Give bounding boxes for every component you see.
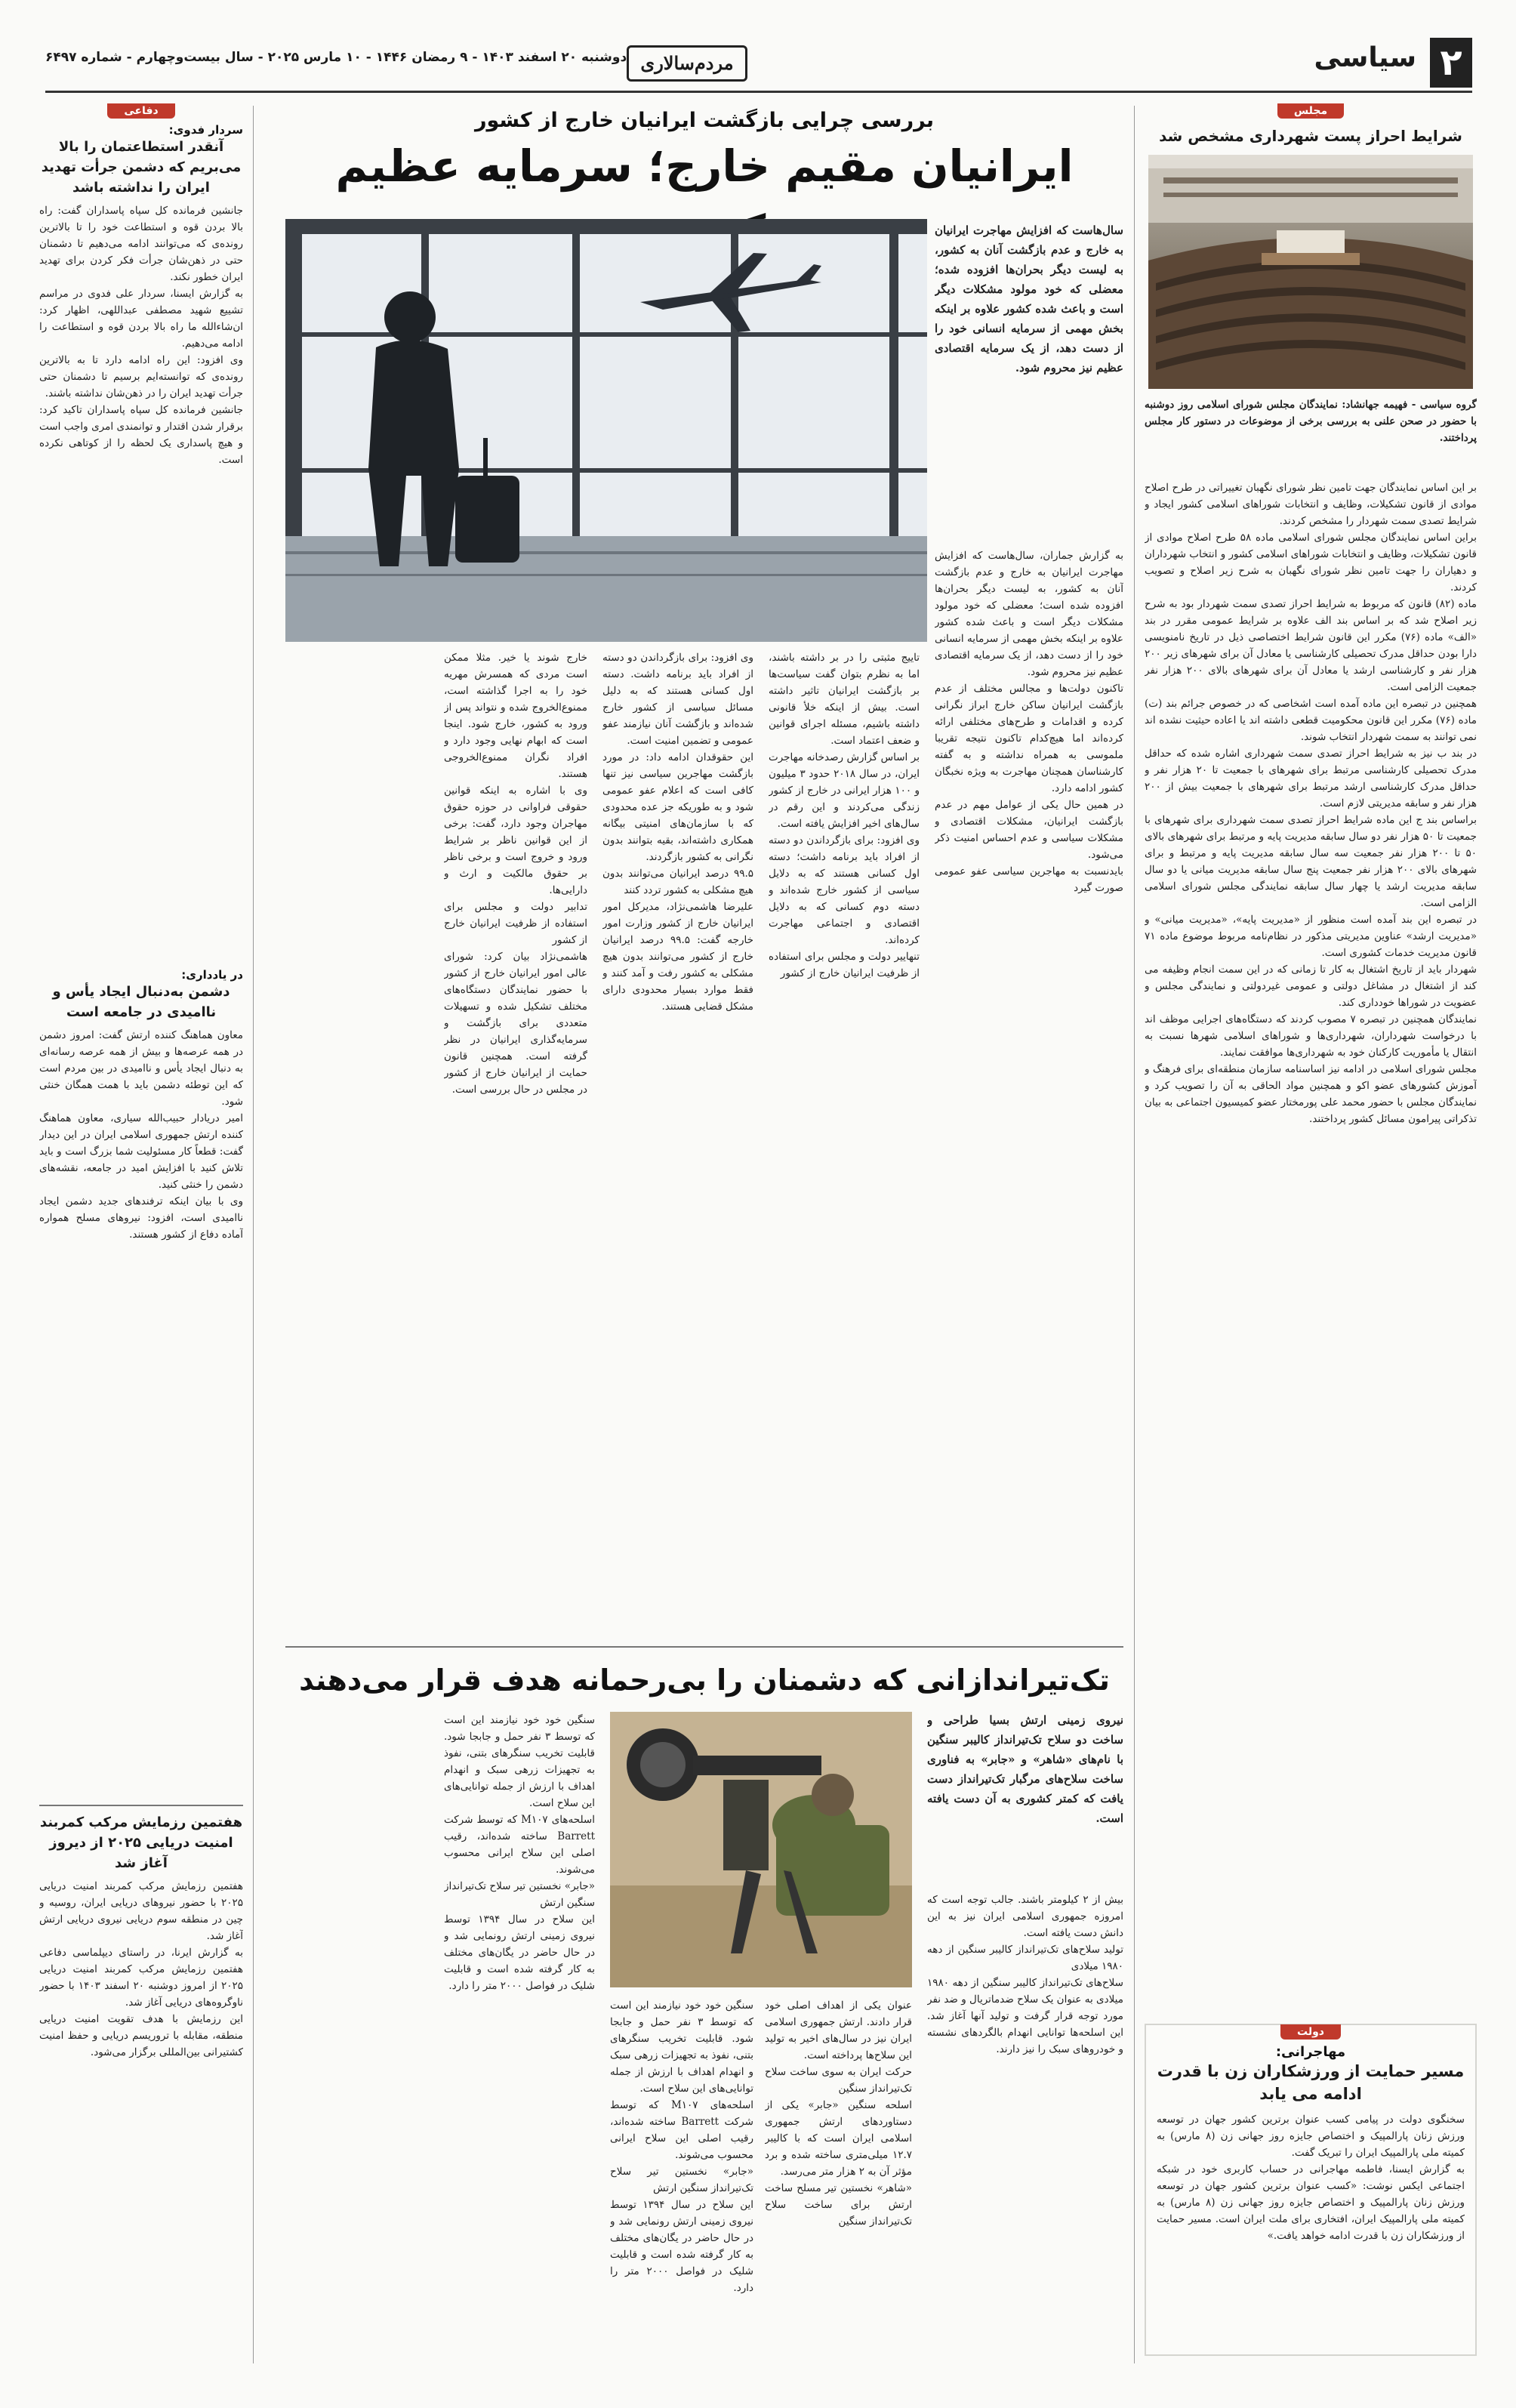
sniper-col2: عنوان یکی از اهداف اصلی خود قرار دادند. ارتش جمهوری اسلامی ایران نیز در سال‌های اخیر به تولید این سلاح‌ها پرداخته است. حرکت ایران به سوی ساخت سلاح تک‌تیرانداز سنگین اسلحه سنگین «جابر» یکی از دستاوردهای ارتش جمهوری اسلامی ایران است که با کالیبر ۱۲.۷ میلی‌متری ساخته شده و برد مؤثر آن به ۲ هزار متر می‌رسد. «شاهر» نخستین تیر مسلح ساخت ارتش برای ساخت سلاح تک‌تیرانداز سنگین [765,1999,912,2228]
divider-right [1134,106,1135,2363]
government-subtitle: مهاجرانی: [1275,2044,1346,2060]
sniper-lead: نیروی زمینی ارتش بسیا طراحی و ساخت دو سلاح تک‌تیرانداز کالیبر سنگین با نام‌های «شاهر» و «جابر» به فناوری ساخت سلاح‌های مرگبار تک‌تیرانداز دست یافت که کمتر کشوری به آن دست یافته است. [927,1713,1123,1825]
sniper-photo [610,1712,912,1987]
story1-body: جانشین فرمانده کل سپاه پاسداران گفت: راه بالا بردن قوه و استطاعت خود را تا بالاترین رونده‌ی که می‌توانند ادامه می‌دهیم تا دشمنان حتی در ذهن‌شان جرأت فکر کردن برای تهدید ایران خطور نکند. به گزارش ایسنا، سردار علی فدوی در مراسم تشییع شهید مصطفی عبداللهی، اظهار کرد: ان‌شاءالله ما راه بالا بردن قوه و استطاعت را ادامه می‌دهیم. وی افزود: این راه ادامه دارد تا به بالاترین رونده‌ی که توانسته‌ایم برسیم تا دشمنان حتی جرأت تهدید ایران را در ذهن‌شان نداشته باشند. جانشین فرمانده کل سپاه پاسداران تاکید کرد: برقرار شدن اقتدار و توانمندی امری واجب است و هیچ پاسداری یک لحظه را از کوتاهی نکرده است. [39,205,243,466]
sniper-soldier-image [610,1712,912,1987]
feature-headline: ایرانیان مقیم خارج؛ سرمایه عظیم [335,140,1074,192]
feature-story [285,106,1123,1661]
page-header [45,38,1472,91]
parliament-lead: گروه سیاسی - فهیمه جهانشاد: نمایندگان مجلس شورای اسلامی روز دوشنبه با حضور در صحن علنی به بررسی برخی از موضوعات در دستور کار مجلس پرداختند. [1145,399,1477,444]
newspaper-logo: مردم‌سالاری [627,45,747,82]
government-story [1145,2024,1477,2356]
kicker-defense: دفاعی [107,103,174,119]
kicker-government: دولت [1280,2024,1341,2040]
parliament-title: شرایط احراز پست شهرداری مشخص شد [1159,127,1462,145]
story3-body: هفتمین رزمایش مرکب کمربند امنیت دریایی ۲۰۲۵ با حضور نیروهای دریایی ایران، روسیه و چین در منطقه سوم دریایی نیروی دریایی ارتش آغاز شد. به گزارش ایرنا، در راستای دیپلماسی دفاعی هفتمین رزمایش مرکب کمربند امنیت دریایی ۲۰۲۵ از امروز دوشنبه ۲۰ اسفند ۱۴۰۳ با حضور ناوگروه‌های دریایی آغاز شد. این رزمایش با هدف تقویت امنیت دریایی منطقه، مقابله با تروریسم دریایی و حفظ امنیت کشتیرانی بین‌المللی برگزار می‌شود. [39,1880,243,2058]
parliament-hall-image [1148,155,1473,389]
story1-title: آنقدر استطاعتمان را بالا می‌بریم که دشمن جرأت تهدید ایران را نداشته باشد [41,139,242,196]
government-body: سخنگوی دولت در پیامی کسب عنوان برترین کشور جهان در توسعه ورزش زنان پارالمپیک و اختصاص جایزه روز جهانی زن (۸ مارس) به کمیته ملی پارالمپیک ایران را تبریک گفت. به گزارش ایسنا، فاطمه مهاجرانی در حساب کاربری خود در شبکه اجتماعی ایکس نوشت: «کسب عنوان برترین کشور جهان در توسعه ورزش زنان پارالمپیک و اختصاص جایزه روز جهانی زن (۸ مارس) به کمیته ملی پارالمپیک ایران، افتخاری برای ملت ایران است. مسیر حمایت از ورزشکاران زن با قدرت ادامه خواهد یافت.» [1157,2114,1465,2242]
sniper-story [285,1657,1123,2360]
divider-left [253,106,254,2363]
airport-photo [285,219,927,642]
parliament-story [1145,103,1477,2006]
sniper-col1: بیش از ۲ کیلومتر باشند. جالب توجه است که امروزه جمهوری اسلامی ایران نیز به این دانش دست یافته است. تولید سلاح‌های تک‌تیرانداز کالیبر سنگین از دهه ۱۹۸۰ میلادی سلاح‌های تک‌تیرانداز کالیبر سنگین از دهه ۱۹۸۰ میلادی به عنوان یک سلاح ضدماتریال و ضد نفر مورد توجه قرار گرفت و تولید آنها آغاز شد. این اسلحه‌ها توانایی انهدام بالگردهای نشسته و خودروهای سبک را نیز دارند. [927,1894,1123,2055]
sniper-col2b: سنگین خود خود نیازمند این است که توسط ۳ نفر حمل و جابجا شود. قابلیت تخریب سنگرهای بتنی، نفوذ به تجهیزات زرهی سبک و انهدام اهداف با ارزش از جمله توانایی‌های این سلاح است. اسلحه‌های M۱۰۷ که توسط شرکت Barrett ساخته شده‌اند، رقیب اصلی این سلاح ایرانی محسوب می‌شوند. «جابر» نخستین تیر سلاح تک‌تیرانداز سنگین ارتش این سلاح در سال ۱۳۹۴ توسط نیروی زمینی ارتش رونمایی شد و در حال حاضر در یگان‌های مختلف به کار گرفته شده است و قابلیت شلیک در فواصل ۲۰۰۰ متر را دارد. [610,1999,753,2294]
header-rule [45,91,1472,93]
kicker-majlis: مجلس [1277,103,1344,119]
story1-subtitle: سردار فدوی: [168,123,243,137]
section-number: ۲ [1430,38,1472,88]
sniper-headline: تک‌تیراندازانی که دشمنان را بی‌رحمانه هدف قرار می‌دهند [299,1663,1110,1697]
story2-title: دشمن به‌دنبال ایجاد یأس و ناامیدی در جامعه است [52,984,230,1020]
story3-title: هفتمین رزمایش مرکب کمربند امنیت دریایی ۲۰۲۵ از دیروز آغاز شد [39,1814,243,1871]
story2-subtitle: در یادداری: [181,968,243,982]
feature-lead: سال‌هاست که افزایش مهاجرت ایرانیان به خارج و عدم بازگشت آنان به کشور، به لیست دیگر بحران‌ها افزوده شده؛ معضلی که خود مولود مشکلات دیگر است و باعث شده کشور علاوه بر اینکه بخش مهمی از سرمایه انسانی خود را از دست دهد، از یک سرمایه اقتصادی عظیم نیز محروم شود. [935,224,1123,375]
feature-bottom-rule [285,1646,1123,1648]
government-title: مسیر حمایت از ورزشکاران زن با قدرت ادامه می یابد [1157,2062,1465,2103]
feature-col4: خارج شوند یا خیر. مثلا ممکن است مردی که همسرش مهریه خود را به اجرا گذاشته است، ممنوع‌الخروج شده و نتواند پس از ورود به کشور، خارج شود. اینجا است که ابهام نهایی وجود دارد و افراد نگران ممنوع‌الخروجی هستند. وی با اشاره به اینکه قوانین حقوقی فراوانی در حوزه حقوق مهاجران وجود دارد، گفت: برخی از این قوانین ناظر بر شرایط ورود و خروج است و برخی ناظر بر حقوق مالکیت و ارث و دارایی‌ها. تدابیر دولت و مجلس برای استفاده از ظرفیت ایرانیان خارج از کشور هاشمی‌نژاد بیان کرد: شورای عالی امور ایرانیان خارج از کشور با حضور نمایندگان دستگاه‌های مختلف تشکیل شده و تسهیلات متعددی برای بازگشت و سرمایه‌گذاری ایرانیان در نظر گرفته است. همچنین قانون حمایت از ایرانیان خارج از کشور در مجلس در حال بررسی است. [444,652,587,1096]
dateline: دوشنبه ۲۰ اسفند ۱۴۰۳ - ۹ رمضان ۱۴۴۶ - ۱۰ مارس ۲۰۲۵ - سال بیست‌وچهارم - شماره ۶۴۹۷ [45,50,627,65]
parliament-body: بر این اساس نمایندگان جهت تامین نظر شورای نگهبان تغییراتی در طرح اصلاح موادی از قانون تشکیلات، وظایف و انتخابات شوراهای اسلامی کشور ایجاد و شرایط تصدی سمت شهردار را مشخص کردند. براین اساس نمایندگان مجلس شورای اسلامی ماده ۵۸ طرح اصلاح موادی از قانون تشکیلات، وظایف و انتخابات شوراهای اسلامی کشور و انتخاب شهرداران و دهیاران را جهت تامین نظر شورای نگهبان به شرح زیر اصلاح و تصویب کردند. ماده (۸۲) قانون که مربوط به شرایط احراز تصدی سمت شهردار بود به شرح زیر اصلاح شد که بر اساس بند الف علاوه بر شرایط عمومی مقرر در بند «الف» ماده (۷۶) مکرر این قانون شرایط اختصاصی ذیل در تاریخ نامنویسی دارا بودن حداقل مدرک تحصیلی کارشناسی یا معادل آن برای شهرهای زیر ۲۰۰ هزار نفر و کارشناسی ارشد یا معادل آن برای شهرهای بالای ۲۰۰ هزار نفر جمعیت الزامی است. همچنین در تبصره این ماده آمده است اشخاصی که در خصوص جرائم بند (ت) ماده (۷۶) مکرر این قانون محکومیت قطعی داشته اند یا اعاده حیثیت نشده اند نمی توانند به سمت شهردار انتخاب شوند. در بند ب نیز به شرایط احراز تصدی سمت شهرداری اشاره شده که حداقل مدرک تحصیلی کارشناسی مرتبط برای شهرهای با جمعیت تا ۲۰ هزار نفر و حداقل مدرک کارشناسی ارشد مرتبط برای شهرهای با جمعیت بیش از ۲۰۰ هزار نفر و سابقه مدیریتی لازم است. براساس بند ج این ماده شرایط احراز تصدی سمت شهرداری برای شهرهای با جمعیت تا ۵۰ هزار نفر دو سال سابقه مدیریت پایه و مرتبط برای شهرهای بالای ۵۰ تا ۲۰۰ هزار نفر جمعیت سه سال سابقه مدیریت پایه و مرتبط و برای شهرهای بالای ۲۰۰ هزار نفر جمعیت پنج سال سابقه مدیریت میانی یا دو سال سابقه مدیریت ارشد یا چهار سال سابقه نمایندگی مجلس شورای اسلامی الزامی است. در تبصره این بند آمده است منظور از «مدیریت پایه»، «مدیریت میانی» و «مدیریت ارشد» عناوین مدیریتی مذکور در نظام‌نامه مربوط موضوع ماده ۷۱ قانون مدیریت خدمات کشوری است. شهردار باید از تاریخ اشتغال به کار تا زمانی که در این سمت انجام وظیفه می کند از اشتغال در مشاغل دولتی و عمومی غیردولتی و نمایندگی مجلس و عضویت در شوراها خودداری کند. نمایندگان همچنین در تبصره ۷ مصوب کردند که دستگاه‌های اجرایی موظف اند با درخواست شهرداران، شهرداری‌ها و شوراهای اسلامی شهرها نسبت به انتقال یا مأموریت کارکنان خود به شهرداری‌ها موافقت نمایند. مجلس شورای اسلامی در ادامه نیز اساسنامه سازمان منطقه‌ای برای فرهنگ و آموزش کشورهای عضو اکو و همچنین مواد الحاقی به آن را تصویب کرد و نمایندگان مجلس با حضور محمد علی پورمختار عضو کمیسیون اجتماعی به بیان تذکراتی پیرامون مسائل کشور پرداختند. [1145,482,1477,1125]
feature-col3: وی افزود: برای بازگرداندن دو دسته از افراد باید برنامه داشت. دسته اول کسانی هستند که به دلیل مسائل سیاسی از کشور خارج شده‌اند و بازگشت آنان نیازمند عفو عمومی و تضمین امنیت است. این حقوقدان ادامه داد: در مورد بازگشت مهاجرین سیاسی نیز تنها کافی است که اعلام عفو عمومی شود و به طوریکه جز عده محدودی که با سازمان‌های امنیتی بیگانه همکاری داشته‌اند، بقیه بتوانند بدون نگرانی به کشور بازگردند. ۹۹.۵ درصد ایرانیان می‌توانند بدون هیچ مشکلی به کشور تردد کنند علیرضا هاشمی‌نژاد، مدیرکل امور ایرانیان خارج از کشور وزارت امور خارجه گفت: ۹۹.۵ درصد ایرانیان خارج از کشور می‌توانند بدون هیچ مشکلی به کشور رفت و آمد کنند و فقط موارد بسیار محدودی دارای مشکل قضایی هستند. [602,652,753,1013]
parliament-photo [1148,155,1473,389]
feature-kicker: بررسی چرایی بازگشت ایرانیان خارج از کشور [474,109,935,132]
section-name: سیاسی [1314,42,1416,73]
left-rule [39,1805,243,1806]
feature-col1: به گزارش جماران، سال‌هاست که افزایش مهاجرت ایرانیان به خارج و عدم بازگشت آنان به کشور، به لیست دیگر بحران‌ها افزوده شده است؛ معضلی که خود مولود مشکلات دیگر است و باعث شده کشور علاوه بر اینکه بخش مهمی از سرمایه انسانی خود را از دست دهد، از یک سرمایه اقتصادی عظیم نیز محروم شود. تاکنون دولت‌ها و مجالس مختلف از عدم بازگشت ایرانیان ساکن خارج ابراز نگرانی کرده و اقدامات و طرح‌های مختلفی ارائه کرده‌اند اما هیچ‌کدام تاکنون نتیجه تقریبا ملموسی به همراه نداشته و به گفته کارشناسان همچنان مهاجرت به ویژه نخبگان کشور ادامه دارد. در همین حال یکی از عوامل مهم در عدم بازگشت ایرانیان، مشکلات اقتصادی و مشکلات سیاسی و عدم احساس امنیت ذکر می‌شود. بایدنسبت به مهاجرین سیاسی عفو عمومی صورت گیرد [935,550,1123,894]
feature-col2: تاییج مثبتی را در بر داشته باشند، اما به نظرم بتوان گفت سیاست‌ها بر بازگشت ایرانیان تاثیر داشته است. بیش از اینکه خلأ قانونی داشته باشیم، مسئله اجرای قوانین و ضعف اعتماد است. بر اساس گزارش رصدخانه مهاجرت ایران، در سال ۲۰۱۸ حدود ۳ میلیون و ۱۰۰ هزار ایرانی در خارج از کشور زندگی می‌کردند و این رقم در سال‌های اخیر افزایش یافته است. وی افزود: برای بازگرداندن دو دسته از افراد باید برنامه داشت؛ دسته اول کسانی هستند که به دلایل سیاسی از کشور خارج شده‌اند و دسته دوم کسانی که به دلایل اقتصادی و اجتماعی مهاجرت کرده‌اند. تنهاییر دولت و مجلس برای استفاده از ظرفیت ایرانیان خارج از کشور [769,652,920,979]
sniper-col3: سنگین خود خود نیازمند این است که توسط ۳ نفر حمل و جابجا شود. قابلیت تخریب سنگرهای بتنی، نفوذ به تجهیزات زرهی سبک و انهدام اهداف با ارزش از جمله توانایی‌های این سلاح است. اسلحه‌های M۱۰۷ که توسط شرکت Barrett ساخته شده‌اند، رقیب اصلی این سلاح ایرانی محسوب می‌شوند. «جابر» نخستین تیر سلاح تک‌تیرانداز سنگین ارتش این سلاح در سال ۱۳۹۴ توسط نیروی زمینی ارتش رونمایی شد و در حال حاضر در یگان‌های مختلف به کار گرفته شده است و قابلیت شلیک در فواصل ۲۰۰۰ متر را دارد. [444,1714,595,1992]
defense-column [39,103,243,2360]
story2-body: معاون هماهنگ کننده ارتش گفت: امروز دشمن در همه عرصه‌ها و بیش از همه عرصه رسانه‌ای به دنبال ایجاد یأس و ناامیدی در بین مردم است که این توطئه دشمن باید با همت همگان خنثی شود. امیر دریادار حبیب‌الله سیاری، معاون هماهنگ کننده ارتش جمهوری اسلامی ایران در این دیدار گفت: قطعاً کار مسئولیت شما بزرگ است و باید تلاش کنید با افزایش امید در جامعه، نقشه‌های دشمن را خنثی کنید. وی با بیان اینکه ترفندهای جدید دشمن ایجاد ناامیدی است، افزود: نیروهای مسلح همواره آماده دفاع از کشور هستند. [39,1029,243,1241]
traveler-airport-image [285,219,927,642]
